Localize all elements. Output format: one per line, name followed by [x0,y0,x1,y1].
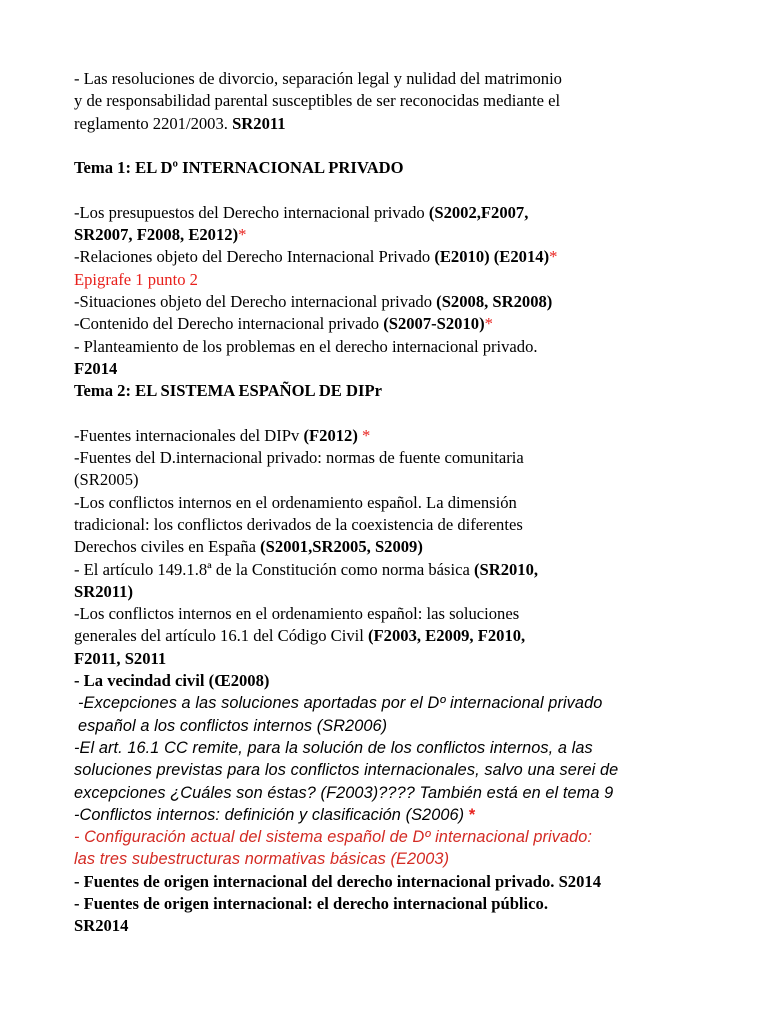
exam-code: SR2011 [232,113,286,133]
tema1-item-contenido: -Contenido del Derecho internacional privado (S2007-S2010)* [74,314,493,334]
tema2-item-fuentes-comunitarias-cont: (SR2005) [74,470,139,490]
tema2-item-fuentes-dip-code: SR2014 [74,916,129,936]
star-marker: * [468,805,476,824]
tema2-italic-art16-3: excepciones ¿Cuáles son éstas? (F2003)???? También está en el tema 9 [74,783,614,802]
star-marker: * [238,225,247,245]
tema2-item-fuentes-dip: - Fuentes de origen internacional: el derecho internacional público. [74,893,548,913]
star-marker: * [484,314,493,334]
document-page [74,68,724,938]
tema2-italic-configuracion-2: las tres subestructuras normativas básicas (E2003) [74,850,450,869]
intro-line-1: - Las resoluciones de divorcio, separación legal y nulidad del matrimonio [74,69,562,88]
tema2-italic-art16: -El art. 16.1 CC remite, para la solución de los conflictos internos, a las [74,738,593,757]
tema2-heading: Tema 2: EL SISTEMA ESPAÑOL DE DIPr [74,381,382,401]
tema1-item-situaciones: -Situaciones objeto del Derecho internacional privado (S2008, SR2008) [74,291,553,311]
tema2-item-conflictos-internos-2: tradicional: los conflictos derivados de la coexistencia de diferentes [74,514,523,534]
tema2-item-conflictos-internos: -Los conflictos internos en el ordenamiento español. La dimensión [74,492,517,512]
tema2-item-fuentes-comunitarias: -Fuentes del D.internacional privado: normas de fuente comunitaria [74,448,524,468]
tema1-heading: Tema 1: EL Dº INTERNACIONAL PRIVADO [74,158,404,178]
tema1-item-planteamiento-code: F2014 [74,358,118,378]
tema1-note-epigrafe: Epigrafe 1 punto 2 [74,269,198,289]
tema2-item-vecindad-civil: - La vecindad civil (Œ2008) [74,671,270,691]
intro-line-3: reglamento 2201/2003. SR2011 [74,113,286,133]
tema2-italic-excepciones-2: español a los conflictos internos (SR2006) [78,716,388,735]
tema1-item-relaciones: -Relaciones objeto del Derecho Internacional Privado (E2010) (E2014)* [74,247,558,267]
tema2-item-fuentes-origen: - Fuentes de origen internacional del derecho internacional privado. S2014 [74,871,601,891]
tema2-item-fuentes-internacionales: -Fuentes internacionales del DIPv (F2012) * [74,425,371,445]
tema2-italic-excepciones: -Excepciones a las soluciones aportadas por el Dº internacional privado [78,694,603,713]
star-marker: * [549,247,558,267]
tema2-italic-conflictos-definicion: -Conflictos internos: definición y clasificación (S2006) * [74,805,476,824]
tema1-item-presupuestos: -Los presupuestos del Derecho internacional privado (S2002,F2007, [74,202,529,222]
tema2-item-articulo-149: - El artículo 149.1.8ª de la Constitución como norma básica (SR2010, [74,559,539,579]
tema2-item-soluciones-generales-3: F2011, S2011 [74,648,167,668]
tema2-item-soluciones-generales: -Los conflictos internos en el ordenamiento español: las soluciones [74,604,520,624]
tema2-item-soluciones-generales-2: generales del artículo 16.1 del Código Civil (F2003, E2009, F2010, [74,626,526,646]
tema2-item-articulo-149-cont: SR2011) [74,581,134,601]
tema1-item-planteamiento: - Planteamiento de los problemas en el derecho internacional privado. [74,336,538,356]
star-marker: * [362,425,371,445]
tema2-italic-configuracion: - Configuración actual del sistema español de Dº internacional privado: [74,828,593,847]
tema2-item-conflictos-internos-3: Derechos civiles en España (S2001,SR2005, S2009) [74,537,423,557]
tema2-italic-art16-2: soluciones previstas para los conflictos internacionales, salvo una serei de [74,761,619,780]
intro-line-2: y de responsabilidad parental susceptibles de ser reconocidas mediante el [74,91,561,111]
tema1-item-presupuestos-cont: SR2007, F2008, E2012)* [74,225,247,245]
